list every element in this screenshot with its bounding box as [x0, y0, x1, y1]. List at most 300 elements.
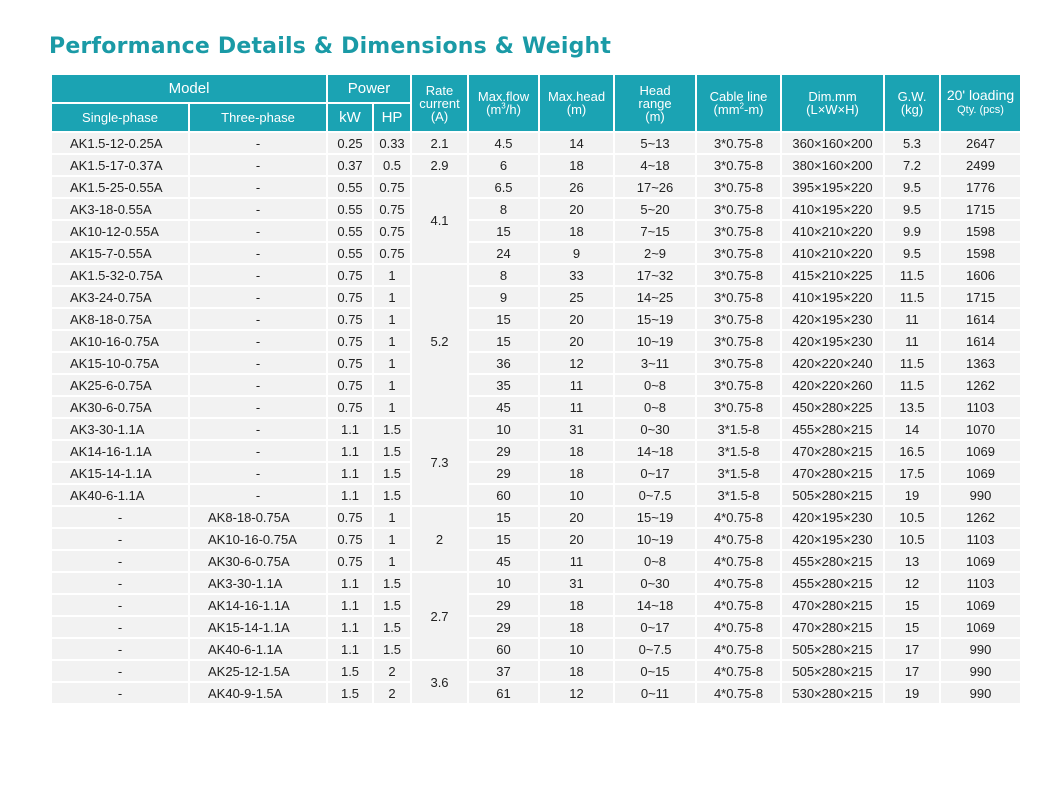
- three-phase-model: -: [189, 132, 327, 154]
- loading-qty: 1069: [940, 616, 1021, 638]
- head-range: 14~18: [614, 594, 696, 616]
- power-kw: 0.75: [327, 286, 373, 308]
- power-kw: 0.75: [327, 528, 373, 550]
- single-phase-model: -: [51, 572, 189, 594]
- header-rate-current-line2: current: [419, 95, 460, 111]
- table-row: [51, 176, 1021, 198]
- cable-line: 3*0.75-8: [696, 154, 781, 176]
- single-phase-model: AK14-16-1.1A: [51, 440, 189, 462]
- max-flow: 29: [468, 462, 539, 484]
- gross-weight: 15: [884, 594, 940, 616]
- power-kw: 0.75: [327, 308, 373, 330]
- three-phase-model: AK15-14-1.1A: [189, 616, 327, 638]
- dimensions: 410×195×220: [781, 198, 884, 220]
- gross-weight: 19: [884, 682, 940, 704]
- header-cable-line1: Cable line: [709, 89, 768, 104]
- header-gw-line2: (kg): [900, 102, 924, 117]
- loading-qty: 1103: [940, 528, 1021, 550]
- max-head: 18: [539, 154, 614, 176]
- power-hp: 2: [373, 682, 411, 704]
- head-range: 15~19: [614, 308, 696, 330]
- header-head-range-line3: (m): [645, 108, 665, 124]
- table-row: [51, 638, 1021, 660]
- table-row: [51, 484, 1021, 506]
- single-phase-model: -: [51, 528, 189, 550]
- power-hp: 0.75: [373, 198, 411, 220]
- cable-line: 4*0.75-8: [696, 572, 781, 594]
- single-phase-model: -: [51, 550, 189, 572]
- rate-current: 2.1: [411, 132, 468, 154]
- gross-weight: 12: [884, 572, 940, 594]
- table-row: [51, 132, 1021, 154]
- loading-qty: 1070: [940, 418, 1021, 440]
- header-loading: [940, 74, 1021, 132]
- single-phase-model: -: [51, 616, 189, 638]
- max-head: 9: [539, 242, 614, 264]
- table-row: [51, 308, 1021, 330]
- max-flow: 4.5: [468, 132, 539, 154]
- table-row: [51, 550, 1021, 572]
- cable-line: 4*0.75-8: [696, 528, 781, 550]
- gross-weight: 7.2: [884, 154, 940, 176]
- three-phase-model: -: [189, 374, 327, 396]
- max-flow: 15: [468, 528, 539, 550]
- cable-line: 3*1.5-8: [696, 462, 781, 484]
- power-kw: 0.75: [327, 396, 373, 418]
- max-flow: 15: [468, 506, 539, 528]
- three-phase-model: AK14-16-1.1A: [189, 594, 327, 616]
- three-phase-model: -: [189, 352, 327, 374]
- power-kw: 1.5: [327, 682, 373, 704]
- loading-qty: 1103: [940, 396, 1021, 418]
- dimensions: 420×195×230: [781, 528, 884, 550]
- power-kw: 0.55: [327, 242, 373, 264]
- max-flow: 8: [468, 198, 539, 220]
- power-hp: 1: [373, 550, 411, 572]
- dimensions: 470×280×215: [781, 594, 884, 616]
- cable-line: 3*0.75-8: [696, 242, 781, 264]
- cable-line: 3*0.75-8: [696, 176, 781, 198]
- head-range: 0~11: [614, 682, 696, 704]
- max-flow: 61: [468, 682, 539, 704]
- max-head: 18: [539, 220, 614, 242]
- max-flow: 9: [468, 286, 539, 308]
- rate-current: 7.3: [411, 418, 468, 506]
- gross-weight: 14: [884, 418, 940, 440]
- gross-weight: 15: [884, 616, 940, 638]
- power-kw: 1.1: [327, 616, 373, 638]
- cable-line: 4*0.75-8: [696, 550, 781, 572]
- power-hp: 1.5: [373, 418, 411, 440]
- header-loading-line1: 20' loading: [946, 87, 1015, 103]
- max-flow: 15: [468, 220, 539, 242]
- gross-weight: 17: [884, 638, 940, 660]
- header-max-head-line1: Max.head: [547, 89, 606, 104]
- power-kw: 1.1: [327, 484, 373, 506]
- cable-line: 3*0.75-8: [696, 264, 781, 286]
- max-flow: 15: [468, 308, 539, 330]
- single-phase-model: -: [51, 660, 189, 682]
- power-hp: 1.5: [373, 462, 411, 484]
- table-row: [51, 682, 1021, 704]
- gross-weight: 5.3: [884, 132, 940, 154]
- loading-qty: 1103: [940, 572, 1021, 594]
- rate-current: 3.6: [411, 660, 468, 704]
- head-range: 10~19: [614, 330, 696, 352]
- head-range: 17~32: [614, 264, 696, 286]
- three-phase-model: -: [189, 440, 327, 462]
- loading-qty: 1069: [940, 440, 1021, 462]
- header-max-flow: [468, 74, 539, 132]
- dimensions: 410×210×220: [781, 220, 884, 242]
- loading-qty: 1262: [940, 506, 1021, 528]
- power-kw: 0.55: [327, 176, 373, 198]
- loading-qty: 990: [940, 638, 1021, 660]
- gross-weight: 11: [884, 330, 940, 352]
- loading-qty: 990: [940, 484, 1021, 506]
- max-head: 11: [539, 396, 614, 418]
- cable-line: 3*0.75-8: [696, 352, 781, 374]
- dimensions: 505×280×215: [781, 660, 884, 682]
- single-phase-model: AK3-24-0.75A: [51, 286, 189, 308]
- power-kw: 1.1: [327, 594, 373, 616]
- three-phase-model: -: [189, 286, 327, 308]
- max-head: 20: [539, 308, 614, 330]
- header-model: Model: [51, 74, 327, 103]
- dimensions: 380×160×200: [781, 154, 884, 176]
- loading-qty: 1598: [940, 220, 1021, 242]
- three-phase-model: -: [189, 176, 327, 198]
- power-kw: 0.37: [327, 154, 373, 176]
- single-phase-model: AK3-30-1.1A: [51, 418, 189, 440]
- power-hp: 0.75: [373, 220, 411, 242]
- single-phase-model: AK10-12-0.55A: [51, 220, 189, 242]
- head-range: 14~25: [614, 286, 696, 308]
- head-range: 0~7.5: [614, 638, 696, 660]
- power-hp: 1: [373, 374, 411, 396]
- performance-table-body: [51, 132, 1021, 704]
- header-head-range: [614, 74, 696, 132]
- table-row: [51, 594, 1021, 616]
- gross-weight: 13: [884, 550, 940, 572]
- dimensions: 505×280×215: [781, 638, 884, 660]
- three-phase-model: -: [189, 484, 327, 506]
- three-phase-model: AK40-9-1.5A: [189, 682, 327, 704]
- header-head-range-line1: Head: [639, 82, 671, 98]
- table-row: [51, 286, 1021, 308]
- loading-qty: 990: [940, 682, 1021, 704]
- power-hp: 0.75: [373, 176, 411, 198]
- three-phase-model: -: [189, 462, 327, 484]
- max-flow: 37: [468, 660, 539, 682]
- head-range: 2~9: [614, 242, 696, 264]
- power-kw: 0.75: [327, 506, 373, 528]
- table-row: [51, 374, 1021, 396]
- max-head: 18: [539, 440, 614, 462]
- dimensions: 420×195×230: [781, 330, 884, 352]
- three-phase-model: -: [189, 220, 327, 242]
- rate-current: 2.9: [411, 154, 468, 176]
- table-row: [51, 440, 1021, 462]
- three-phase-model: -: [189, 198, 327, 220]
- single-phase-model: AK3-18-0.55A: [51, 198, 189, 220]
- max-head: 20: [539, 330, 614, 352]
- gross-weight: 17: [884, 660, 940, 682]
- cable-line: 3*0.75-8: [696, 286, 781, 308]
- max-head: 12: [539, 682, 614, 704]
- header-head-range-line2: range: [638, 95, 672, 111]
- rate-current: 2: [411, 506, 468, 572]
- three-phase-model: AK30-6-0.75A: [189, 550, 327, 572]
- head-range: 0~17: [614, 462, 696, 484]
- power-hp: 1.5: [373, 616, 411, 638]
- dimensions: 470×280×215: [781, 616, 884, 638]
- max-flow: 10: [468, 418, 539, 440]
- power-kw: 0.75: [327, 264, 373, 286]
- three-phase-model: -: [189, 330, 327, 352]
- power-hp: 1.5: [373, 572, 411, 594]
- power-hp: 1: [373, 308, 411, 330]
- max-head: 31: [539, 418, 614, 440]
- dimensions: 530×280×215: [781, 682, 884, 704]
- max-flow: 60: [468, 638, 539, 660]
- three-phase-model: -: [189, 308, 327, 330]
- power-hp: 0.33: [373, 132, 411, 154]
- three-phase-model: -: [189, 396, 327, 418]
- cable-line: 3*0.75-8: [696, 396, 781, 418]
- dimensions: 455×280×215: [781, 418, 884, 440]
- header-cable-line: [696, 74, 781, 132]
- dimensions: 420×195×230: [781, 308, 884, 330]
- cable-line: 3*0.75-8: [696, 198, 781, 220]
- max-flow: 29: [468, 440, 539, 462]
- max-flow: 6.5: [468, 176, 539, 198]
- loading-qty: 1715: [940, 286, 1021, 308]
- three-phase-model: AK8-18-0.75A: [189, 506, 327, 528]
- head-range: 3~11: [614, 352, 696, 374]
- gross-weight: 9.9: [884, 220, 940, 242]
- gross-weight: 13.5: [884, 396, 940, 418]
- loading-qty: 1363: [940, 352, 1021, 374]
- loading-qty: 2647: [940, 132, 1021, 154]
- head-range: 0~30: [614, 418, 696, 440]
- table-row: [51, 220, 1021, 242]
- max-flow: 45: [468, 396, 539, 418]
- head-range: 0~17: [614, 616, 696, 638]
- max-head: 31: [539, 572, 614, 594]
- head-range: 0~7.5: [614, 484, 696, 506]
- header-rate-current-line3: (A): [430, 108, 449, 124]
- header-loading-line2: Qty. (pcs): [957, 104, 1004, 116]
- dimensions: 470×280×215: [781, 440, 884, 462]
- cable-line: 4*0.75-8: [696, 594, 781, 616]
- dimensions: 450×280×225: [781, 396, 884, 418]
- power-kw: 1.1: [327, 440, 373, 462]
- power-kw: 1.5: [327, 660, 373, 682]
- single-phase-model: -: [51, 594, 189, 616]
- cable-line: 3*1.5-8: [696, 484, 781, 506]
- single-phase-model: -: [51, 682, 189, 704]
- max-head: 18: [539, 462, 614, 484]
- head-range: 0~8: [614, 374, 696, 396]
- header-max-flow-line1: Max.flow: [477, 89, 530, 104]
- gross-weight: 9.5: [884, 176, 940, 198]
- head-range: 0~8: [614, 550, 696, 572]
- max-head: 25: [539, 286, 614, 308]
- cable-line: 3*0.75-8: [696, 220, 781, 242]
- gross-weight: 11.5: [884, 286, 940, 308]
- power-hp: 1: [373, 286, 411, 308]
- single-phase-model: AK1.5-17-0.37A: [51, 154, 189, 176]
- single-phase-model: AK25-6-0.75A: [51, 374, 189, 396]
- max-flow: 6: [468, 154, 539, 176]
- max-head: 10: [539, 638, 614, 660]
- max-flow: 10: [468, 572, 539, 594]
- max-head: 11: [539, 374, 614, 396]
- header-max-head-line2: (m): [566, 102, 587, 117]
- max-flow: 8: [468, 264, 539, 286]
- table-row: [51, 352, 1021, 374]
- dimensions: 420×195×230: [781, 506, 884, 528]
- loading-qty: 1069: [940, 550, 1021, 572]
- cable-line: 4*0.75-8: [696, 616, 781, 638]
- loading-qty: 1614: [940, 330, 1021, 352]
- max-flow: 45: [468, 550, 539, 572]
- gross-weight: 11.5: [884, 352, 940, 374]
- dimensions: 415×210×225: [781, 264, 884, 286]
- max-head: 14: [539, 132, 614, 154]
- dimensions: 420×220×260: [781, 374, 884, 396]
- power-kw: 1.1: [327, 572, 373, 594]
- max-head: 26: [539, 176, 614, 198]
- table-row: [51, 154, 1021, 176]
- dimensions: 420×220×240: [781, 352, 884, 374]
- cable-line: 4*0.75-8: [696, 660, 781, 682]
- three-phase-model: AK3-30-1.1A: [189, 572, 327, 594]
- table-row: [51, 330, 1021, 352]
- dimensions: 455×280×215: [781, 550, 884, 572]
- loading-qty: 1262: [940, 374, 1021, 396]
- cable-line: 3*0.75-8: [696, 132, 781, 154]
- single-phase-model: -: [51, 638, 189, 660]
- power-hp: 1: [373, 264, 411, 286]
- head-range: 5~13: [614, 132, 696, 154]
- max-flow: 60: [468, 484, 539, 506]
- dimensions: 410×195×220: [781, 286, 884, 308]
- single-phase-model: AK15-10-0.75A: [51, 352, 189, 374]
- header-power: Power: [327, 74, 411, 103]
- header-dimensions: [781, 74, 884, 132]
- header-max-flow-unit: $(m^3/h)$: [486, 101, 521, 117]
- single-phase-model: AK15-14-1.1A: [51, 462, 189, 484]
- gross-weight: 9.5: [884, 198, 940, 220]
- power-kw: 1.1: [327, 638, 373, 660]
- max-head: 11: [539, 550, 614, 572]
- power-kw: 1.1: [327, 462, 373, 484]
- single-phase-model: AK40-6-1.1A: [51, 484, 189, 506]
- max-head: 18: [539, 660, 614, 682]
- power-hp: 2: [373, 660, 411, 682]
- gross-weight: 10.5: [884, 528, 940, 550]
- header-rate-current: [411, 74, 468, 132]
- max-head: 20: [539, 198, 614, 220]
- cable-line: 3*0.75-8: [696, 308, 781, 330]
- power-hp: 1.5: [373, 484, 411, 506]
- gross-weight: 11.5: [884, 374, 940, 396]
- three-phase-model: AK10-16-0.75A: [189, 528, 327, 550]
- gross-weight: 17.5: [884, 462, 940, 484]
- max-head: 20: [539, 506, 614, 528]
- single-phase-model: AK10-16-0.75A: [51, 330, 189, 352]
- power-hp: 1.5: [373, 594, 411, 616]
- dimensions: 360×160×200: [781, 132, 884, 154]
- three-phase-model: -: [189, 242, 327, 264]
- header-three-phase: Three-phase: [189, 103, 327, 132]
- single-phase-model: AK1.5-32-0.75A: [51, 264, 189, 286]
- loading-qty: 990: [940, 660, 1021, 682]
- loading-qty: 1069: [940, 594, 1021, 616]
- table-row: [51, 242, 1021, 264]
- header-dim-line2: (L×W×H): [806, 102, 859, 117]
- cable-line: 4*0.75-8: [696, 506, 781, 528]
- loading-qty: 1715: [940, 198, 1021, 220]
- header-kw: kW: [327, 103, 373, 132]
- rate-current: 4.1: [411, 176, 468, 264]
- three-phase-model: -: [189, 154, 327, 176]
- table-row: [51, 198, 1021, 220]
- header-max-head: [539, 74, 614, 132]
- head-range: 0~15: [614, 660, 696, 682]
- table-row: [51, 572, 1021, 594]
- power-hp: 1: [373, 528, 411, 550]
- rate-current: 5.2: [411, 264, 468, 418]
- header-cable-unit: $(mm^2-m)$: [713, 101, 764, 117]
- header-rate-current-line1: Rate: [425, 82, 454, 98]
- single-phase-model: AK1.5-25-0.55A: [51, 176, 189, 198]
- power-hp: 1: [373, 330, 411, 352]
- loading-qty: 1606: [940, 264, 1021, 286]
- single-phase-model: AK1.5-12-0.25A: [51, 132, 189, 154]
- gross-weight: 16.5: [884, 440, 940, 462]
- gross-weight: 19: [884, 484, 940, 506]
- table-row: [51, 660, 1021, 682]
- three-phase-model: AK25-12-1.5A: [189, 660, 327, 682]
- loading-qty: 1069: [940, 462, 1021, 484]
- performance-table: [50, 73, 1022, 705]
- head-range: 4~18: [614, 154, 696, 176]
- max-flow: 24: [468, 242, 539, 264]
- power-hp: 1: [373, 506, 411, 528]
- three-phase-model: -: [189, 418, 327, 440]
- cable-line: 4*0.75-8: [696, 682, 781, 704]
- cable-line: 3*1.5-8: [696, 418, 781, 440]
- gross-weight: 9.5: [884, 242, 940, 264]
- power-hp: 0.75: [373, 242, 411, 264]
- head-range: 7~15: [614, 220, 696, 242]
- three-phase-model: AK40-6-1.1A: [189, 638, 327, 660]
- page-title: Performance Details & Dimensions & Weight: [49, 34, 612, 59]
- header-dim-line1: Dim.mm: [808, 89, 857, 104]
- head-range: 5~20: [614, 198, 696, 220]
- dimensions: 455×280×215: [781, 572, 884, 594]
- power-kw: 0.55: [327, 220, 373, 242]
- loading-qty: 1614: [940, 308, 1021, 330]
- power-kw: 0.75: [327, 330, 373, 352]
- max-head: 33: [539, 264, 614, 286]
- table-row: [51, 264, 1021, 286]
- single-phase-model: AK15-7-0.55A: [51, 242, 189, 264]
- gross-weight: 11.5: [884, 264, 940, 286]
